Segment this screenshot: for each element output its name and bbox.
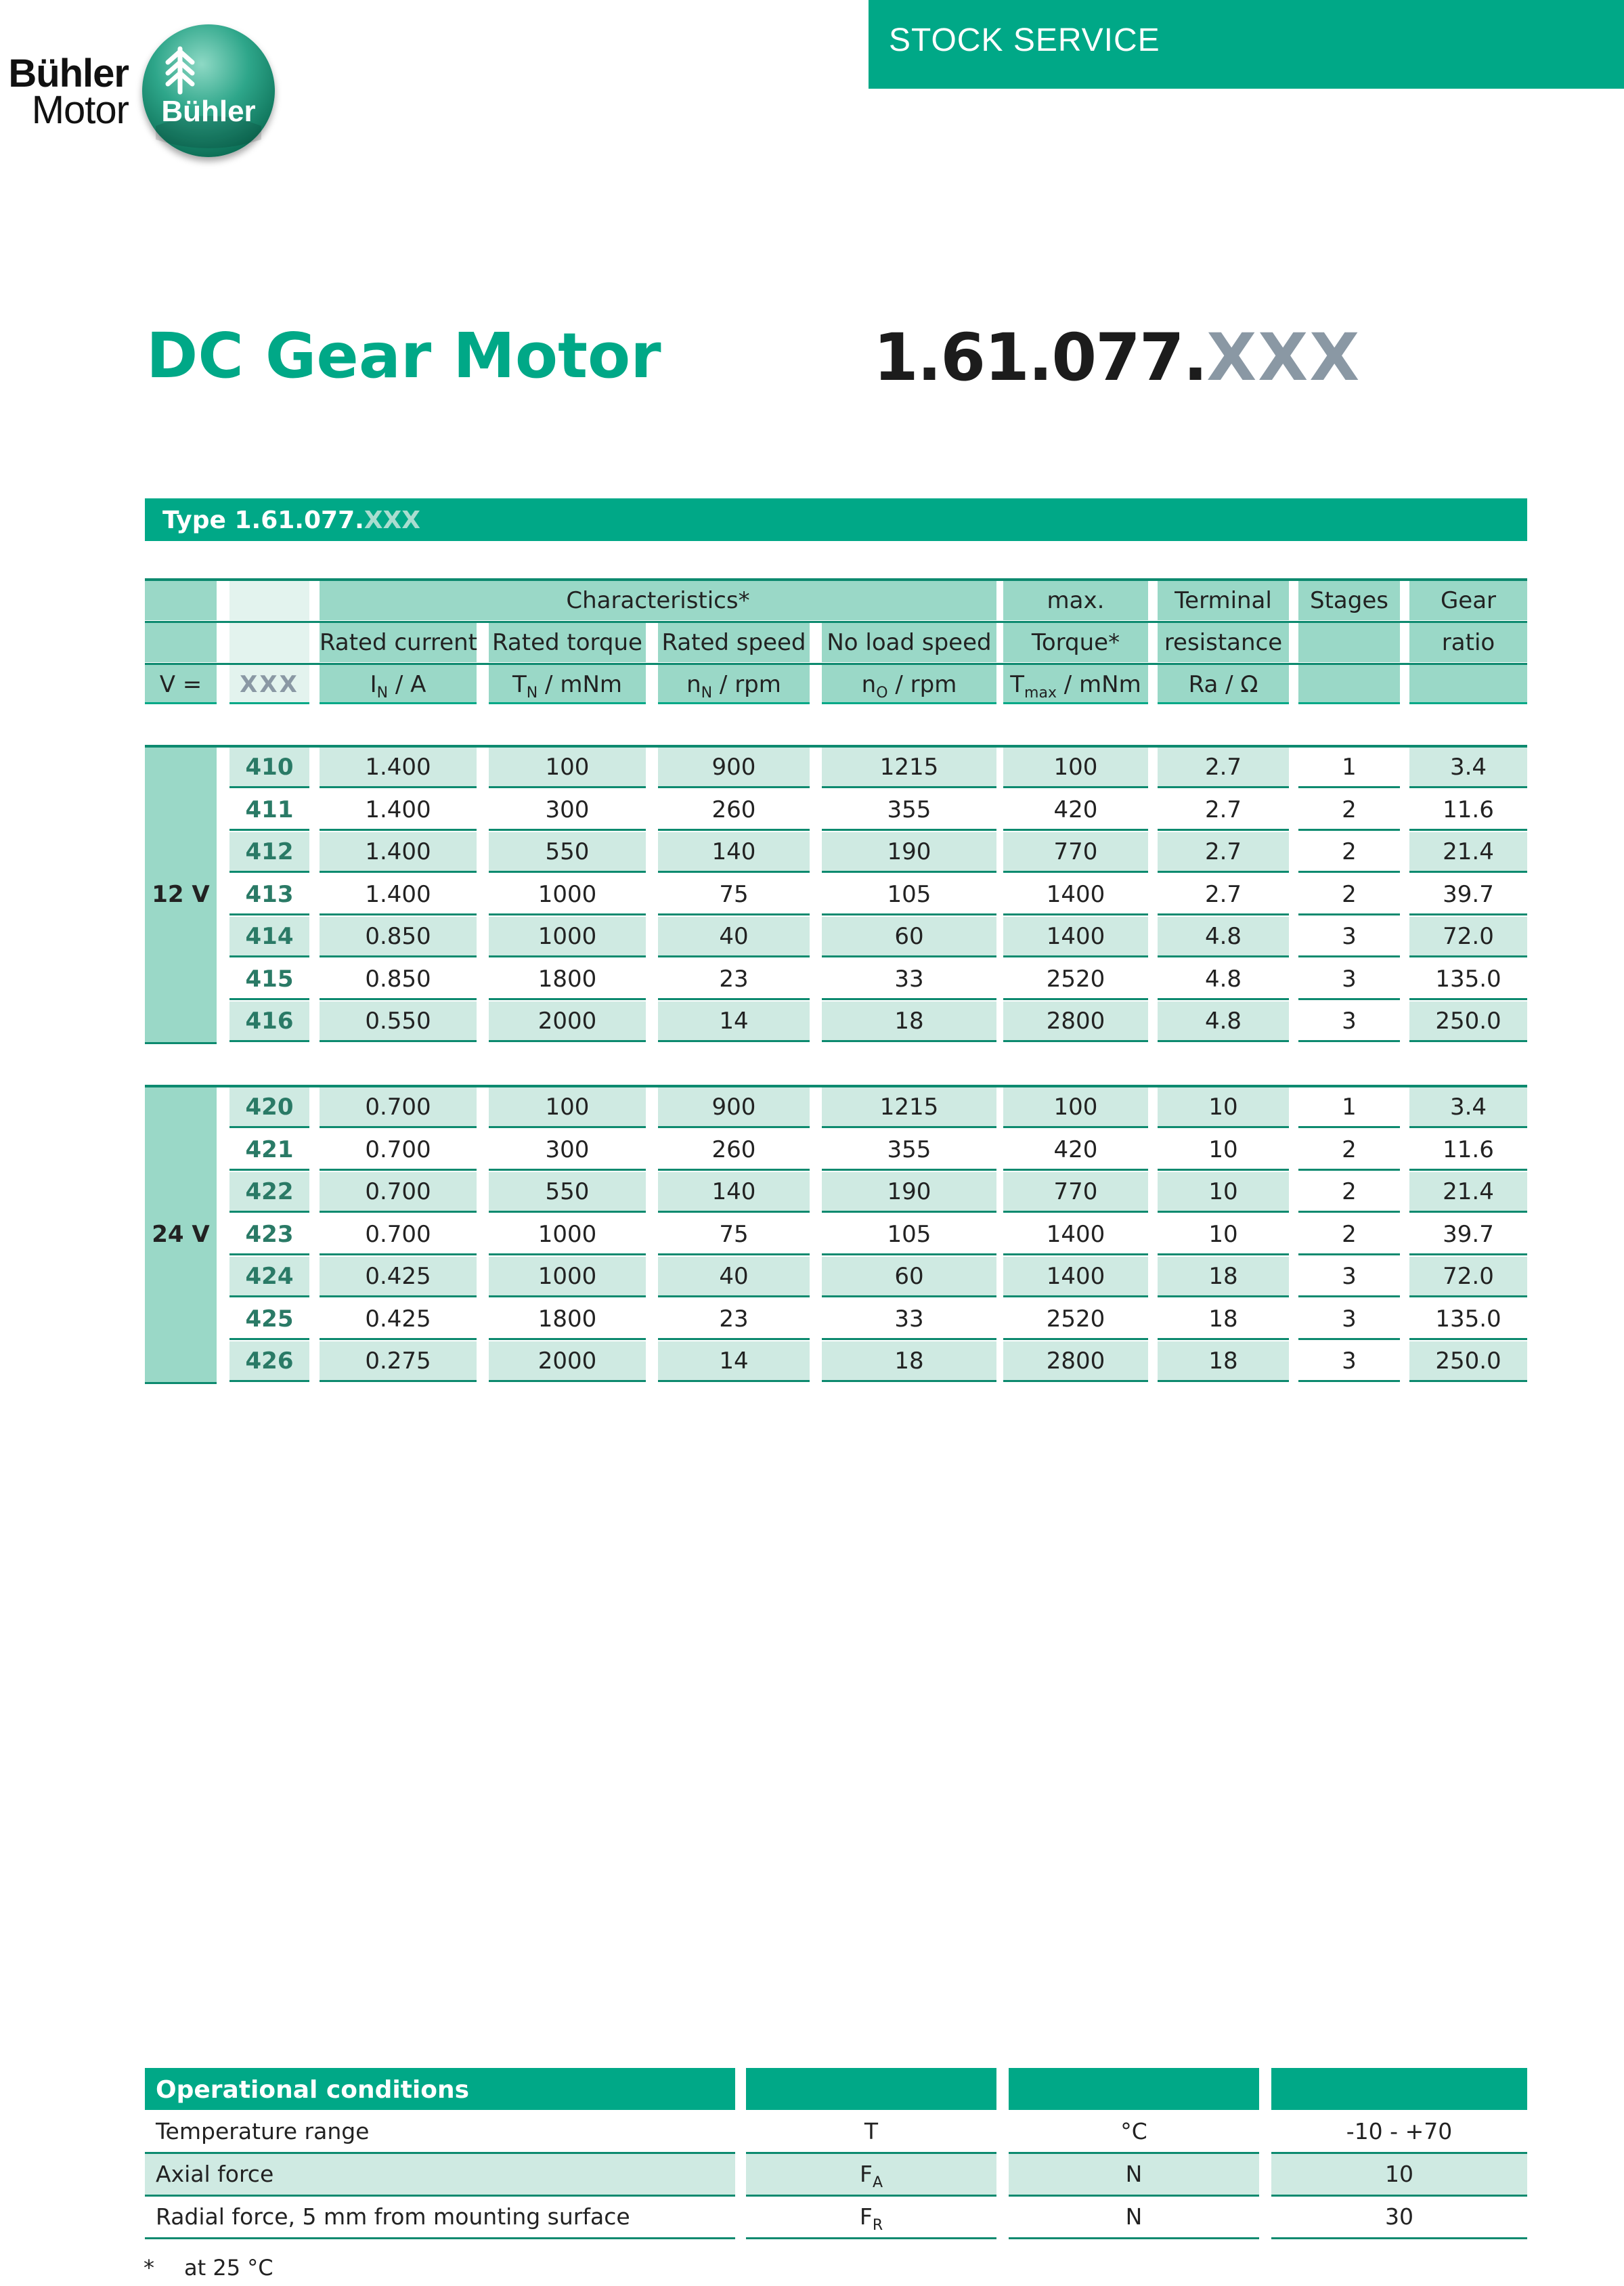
hdr-stages-r3	[1298, 665, 1400, 704]
footnote	[144, 2255, 273, 2281]
hdr-xxx-r2	[229, 623, 309, 662]
cell-terminal-resistance: 18	[1158, 1299, 1289, 1340]
cell-rated-torque: 1000	[489, 1257, 646, 1297]
cell-stages: 1	[1298, 1087, 1400, 1128]
cell-variant: 426	[229, 1341, 309, 1382]
cell-no-load-speed: 105	[822, 875, 996, 915]
cell-max-torque: 420	[1003, 790, 1148, 831]
hdr-v-label: V =	[145, 665, 217, 704]
cell-max-torque: 1400	[1003, 875, 1148, 915]
cell-rated-torque: 100	[489, 1087, 646, 1128]
cell-max-torque: 2520	[1003, 959, 1148, 1000]
op-label: Radial force, 5 mm from mounting surface	[156, 2203, 630, 2230]
hdr-ratio: ratio	[1409, 623, 1527, 662]
stock-service-label: STOCK SERVICE	[889, 22, 1160, 58]
op-row-rule	[145, 2237, 735, 2239]
cell-no-load-speed: 60	[822, 1257, 996, 1297]
footnote-text: at 25 °C	[184, 2255, 273, 2281]
cell-rated-current: 1.400	[320, 748, 477, 788]
cell-rated-speed: 75	[658, 875, 810, 915]
cell-no-load-speed: 355	[822, 790, 996, 831]
cell-max-torque: 1400	[1003, 1215, 1148, 1255]
cell-rated-current: 0.700	[320, 1172, 477, 1213]
op-unit: N	[1125, 2203, 1143, 2230]
hdr-resistance: resistance	[1158, 623, 1289, 662]
hdr-gear-r3	[1409, 665, 1527, 704]
cell-max-torque: 1400	[1003, 1257, 1148, 1297]
cell-rated-torque: 1800	[489, 1299, 646, 1340]
cell-terminal-resistance: 18	[1158, 1341, 1289, 1382]
header-rule-1	[145, 621, 1527, 623]
cell-rated-torque: 1000	[489, 917, 646, 957]
cell-rated-current: 0.425	[320, 1299, 477, 1340]
op-symbol: $F_A$	[859, 2161, 883, 2191]
cell-rated-current: 1.400	[320, 875, 477, 915]
hdr-characteristics: Characteristics*	[320, 581, 996, 620]
tree-icon	[142, 24, 275, 157]
op-symbol: $F_R$	[859, 2203, 883, 2234]
cell-rated-current: 1.400	[320, 790, 477, 831]
cell-rated-speed: 23	[658, 959, 810, 1000]
hdr-terminal: Terminal	[1158, 581, 1289, 620]
cell-rated-current: 0.850	[320, 959, 477, 1000]
hdr-rated-speed: Rated speed	[658, 623, 810, 662]
op-symbol: T	[864, 2118, 879, 2144]
cell-rated-current: 0.850	[320, 917, 477, 957]
cell-rated-speed: 900	[658, 1087, 810, 1128]
cell-stages: 2	[1298, 1172, 1400, 1213]
hdr-unit-noload: $n_O$ / rpm	[822, 665, 996, 704]
hdr-torque: Torque*	[1003, 623, 1148, 662]
cell-max-torque: 2800	[1003, 1001, 1148, 1042]
cell-stages: 3	[1298, 1299, 1400, 1340]
cell-gear-ratio: 250.0	[1409, 1341, 1527, 1382]
cell-terminal-resistance: 4.8	[1158, 1001, 1289, 1042]
op-header-value-cell	[1271, 2068, 1527, 2110]
cell-max-torque: 2520	[1003, 1299, 1148, 1340]
cell-no-load-speed: 18	[822, 1001, 996, 1042]
op-unit: °C	[1120, 2118, 1147, 2144]
cell-gear-ratio: 21.4	[1409, 1172, 1527, 1213]
cell-terminal-resistance: 4.8	[1158, 959, 1289, 1000]
cell-rated-speed: 40	[658, 917, 810, 957]
type-prefix: Type 1.61.077.	[162, 506, 364, 534]
cell-gear-ratio: 3.4	[1409, 1087, 1527, 1128]
cell-variant: 420	[229, 1087, 309, 1128]
part-suffix: XXX	[1206, 320, 1361, 395]
cell-variant: 415	[229, 959, 309, 1000]
cell-variant: 412	[229, 832, 309, 873]
cell-gear-ratio: 135.0	[1409, 1299, 1527, 1340]
cell-variant: 410	[229, 748, 309, 788]
cell-variant: 413	[229, 875, 309, 915]
op-header-unit-cell	[1009, 2068, 1259, 2110]
brand-badge-text: Bühler	[161, 95, 256, 128]
hdr-no-load-speed: No load speed	[822, 623, 996, 662]
voltage-group-label: 12 V	[145, 748, 217, 1044]
op-row-rule	[1009, 2237, 1259, 2239]
cell-variant: 425	[229, 1299, 309, 1340]
cell-terminal-resistance: 10	[1158, 1087, 1289, 1128]
cell-rated-speed: 140	[658, 1172, 810, 1213]
cell-rated-current: 0.700	[320, 1087, 477, 1128]
cell-no-load-speed: 1215	[822, 748, 996, 788]
cell-variant: 424	[229, 1257, 309, 1297]
cell-gear-ratio: 72.0	[1409, 1257, 1527, 1297]
cell-rated-speed: 140	[658, 832, 810, 873]
cell-no-load-speed: 105	[822, 1215, 996, 1255]
cell-gear-ratio: 72.0	[1409, 917, 1527, 957]
cell-max-torque: 770	[1003, 1172, 1148, 1213]
hdr-rated-current: Rated current	[320, 623, 477, 662]
cell-terminal-resistance: 18	[1158, 1257, 1289, 1297]
header-rule-2	[145, 663, 1527, 665]
cell-stages: 2	[1298, 1130, 1400, 1171]
part-number	[873, 320, 1361, 395]
cell-variant: 411	[229, 790, 309, 831]
cell-rated-speed: 260	[658, 1130, 810, 1171]
cell-stages: 2	[1298, 790, 1400, 831]
cell-rated-current: 0.425	[320, 1257, 477, 1297]
cell-rated-speed: 75	[658, 1215, 810, 1255]
cell-stages: 3	[1298, 917, 1400, 957]
hdr-xxx-r1	[229, 581, 309, 620]
cell-max-torque: 100	[1003, 748, 1148, 788]
cell-rated-speed: 900	[658, 748, 810, 788]
cell-terminal-resistance: 10	[1158, 1172, 1289, 1213]
cell-terminal-resistance: 10	[1158, 1130, 1289, 1171]
hdr-max: max.	[1003, 581, 1148, 620]
brand-name-line1: Bühler	[8, 51, 129, 95]
op-unit: N	[1125, 2161, 1143, 2187]
cell-max-torque: 1400	[1003, 917, 1148, 957]
cell-no-load-speed: 355	[822, 1130, 996, 1171]
cell-gear-ratio: 39.7	[1409, 1215, 1527, 1255]
cell-stages: 3	[1298, 959, 1400, 1000]
cell-gear-ratio: 3.4	[1409, 748, 1527, 788]
cell-stages: 2	[1298, 1215, 1400, 1255]
stock-service-banner	[869, 0, 1624, 89]
part-prefix: 1.61.077.	[873, 320, 1207, 395]
cell-rated-current: 0.550	[320, 1001, 477, 1042]
op-value: -10 - +70	[1346, 2118, 1453, 2144]
cell-stages: 3	[1298, 1001, 1400, 1042]
hdr-unit-current: $I_N$ / A	[320, 665, 477, 704]
cell-max-torque: 100	[1003, 1087, 1148, 1128]
cell-terminal-resistance: 2.7	[1158, 832, 1289, 873]
product-title: DC Gear Motor	[146, 320, 661, 392]
hdr-unit-tmax: $T_{max}$ / mNm	[1003, 665, 1148, 704]
cell-rated-speed: 260	[658, 790, 810, 831]
cell-stages: 2	[1298, 832, 1400, 873]
cell-rated-torque: 1800	[489, 959, 646, 1000]
cell-no-load-speed: 60	[822, 917, 996, 957]
cell-rated-speed: 14	[658, 1001, 810, 1042]
cell-gear-ratio: 11.6	[1409, 1130, 1527, 1171]
cell-max-torque: 2800	[1003, 1341, 1148, 1382]
op-value: 30	[1385, 2203, 1413, 2230]
cell-gear-ratio: 39.7	[1409, 875, 1527, 915]
cell-rated-speed: 14	[658, 1341, 810, 1382]
op-row-rule	[1271, 2237, 1527, 2239]
hdr-v-r1	[145, 581, 217, 620]
cell-rated-torque: 550	[489, 1172, 646, 1213]
cell-no-load-speed: 33	[822, 1299, 996, 1340]
brand-badge	[142, 24, 275, 157]
op-row-rule	[746, 2237, 996, 2239]
op-label: Axial force	[156, 2161, 274, 2187]
cell-rated-speed: 23	[658, 1299, 810, 1340]
cell-gear-ratio: 11.6	[1409, 790, 1527, 831]
cell-variant: 421	[229, 1130, 309, 1171]
type-suffix: XXX	[364, 506, 421, 534]
cell-terminal-resistance: 10	[1158, 1215, 1289, 1255]
hdr-v-r2	[145, 623, 217, 662]
cell-rated-torque: 300	[489, 790, 646, 831]
hdr-rated-torque: Rated torque	[489, 623, 646, 662]
cell-max-torque: 420	[1003, 1130, 1148, 1171]
cell-gear-ratio: 135.0	[1409, 959, 1527, 1000]
op-title: Operational conditions	[156, 2076, 470, 2104]
cell-no-load-speed: 18	[822, 1341, 996, 1382]
brand-name-line2: Motor	[31, 88, 129, 132]
hdr-stages-r2	[1298, 623, 1400, 662]
type-bar	[145, 498, 1527, 541]
cell-terminal-resistance: 2.7	[1158, 790, 1289, 831]
cell-stages: 2	[1298, 875, 1400, 915]
cell-terminal-resistance: 2.7	[1158, 748, 1289, 788]
type-label	[162, 506, 420, 534]
cell-rated-torque: 1000	[489, 875, 646, 915]
hdr-unit-res: Ra / Ω	[1158, 665, 1289, 704]
cell-terminal-resistance: 4.8	[1158, 917, 1289, 957]
cell-no-load-speed: 33	[822, 959, 996, 1000]
cell-no-load-speed: 190	[822, 832, 996, 873]
op-header-symbol-cell	[746, 2068, 996, 2110]
cell-stages: 3	[1298, 1341, 1400, 1382]
cell-rated-torque: 550	[489, 832, 646, 873]
voltage-group-label: 24 V	[145, 1087, 217, 1384]
cell-rated-torque: 300	[489, 1130, 646, 1171]
brand-wordmark	[0, 51, 129, 132]
cell-variant: 416	[229, 1001, 309, 1042]
op-label: Temperature range	[156, 2118, 370, 2144]
hdr-unit-torque: $T_N$ / mNm	[489, 665, 646, 704]
cell-rated-speed: 40	[658, 1257, 810, 1297]
hdr-gear: Gear	[1409, 581, 1527, 620]
cell-stages: 1	[1298, 748, 1400, 788]
cell-rated-torque: 2000	[489, 1341, 646, 1382]
cell-no-load-speed: 1215	[822, 1087, 996, 1128]
cell-rated-current: 0.700	[320, 1215, 477, 1255]
cell-rated-current: 1.400	[320, 832, 477, 873]
cell-terminal-resistance: 2.7	[1158, 875, 1289, 915]
cell-no-load-speed: 190	[822, 1172, 996, 1213]
cell-variant: 422	[229, 1172, 309, 1213]
cell-stages: 3	[1298, 1257, 1400, 1297]
cell-rated-current: 0.700	[320, 1130, 477, 1171]
cell-gear-ratio: 21.4	[1409, 832, 1527, 873]
cell-max-torque: 770	[1003, 832, 1148, 873]
cell-rated-torque: 1000	[489, 1215, 646, 1255]
cell-variant: 423	[229, 1215, 309, 1255]
cell-rated-torque: 2000	[489, 1001, 646, 1042]
hdr-xxx-label: XXX	[229, 665, 309, 704]
op-value: 10	[1385, 2161, 1413, 2187]
hdr-unit-speed: $n_N$ / rpm	[658, 665, 810, 704]
cell-variant: 414	[229, 917, 309, 957]
hdr-stages: Stages	[1298, 581, 1400, 620]
cell-gear-ratio: 250.0	[1409, 1001, 1527, 1042]
cell-rated-torque: 100	[489, 748, 646, 788]
cell-rated-current: 0.275	[320, 1341, 477, 1382]
footnote-mark: *	[144, 2255, 154, 2281]
